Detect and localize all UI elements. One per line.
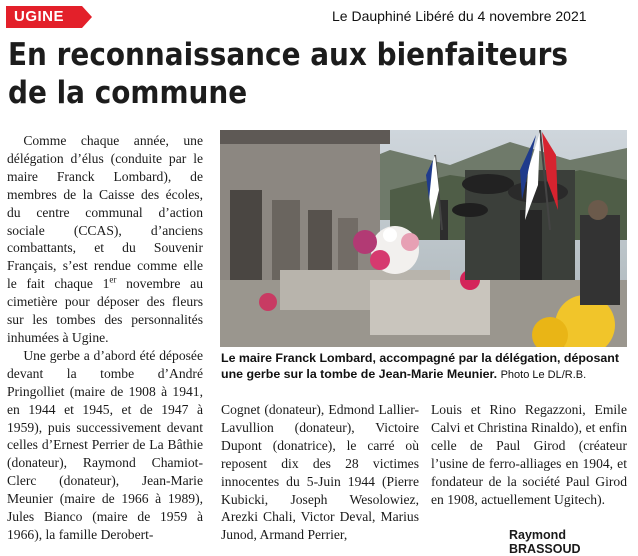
paragraph-2-start: Une gerbe a d’abord été déposée devant la tombe d’André Pringolliet (maire de 1908 à 1941, en 1944 et 1945, et de 1947 à 1959), puis successivement devant celles d’Ernest Perrier de La Bâthie (donateur), Raymond Chamiot-Clerc (donateur), Jean-Marie Meunier (maire de 1966 à 1989), Jules Bianco (maire de 1959 à 1966), la famille Derobert-: [7, 347, 203, 542]
article-column-2: [221, 401, 419, 544]
headline: En reconnaissance aux bienfaiteurs de la commune: [8, 37, 568, 111]
cemetery-photo-illustration: [220, 130, 627, 347]
ordinal-superscript: er: [109, 274, 117, 285]
article-photo: [220, 130, 627, 347]
article-column-3: [431, 401, 627, 508]
article-column-1: [7, 132, 203, 544]
author-byline: Raymond BRASSOUD: [509, 528, 581, 556]
paragraph-1: Comme chaque année, une délégation d’élus (conduite par le maire Franck Lombard), de membres de la Caisse des écoles, du centre communal d’action sociale (CCAS), d’anciens combattants, et du Souvenir Français, s’est rendue comme elle le fait chaque 1er novembre au cimetière pour déposer des fleurs sur les tombes des personnalités inhumées à Ugine.: [7, 133, 203, 345]
section-label: UGINE: [14, 8, 65, 25]
paragraph-2-end: Louis et Rino Regazzoni, Emile Calvi et Christina Rinaldo), et enfin celle de Paul Girod (créateur l’usine de ferro-alliages en 1904, et fondateur de la société Paul Girod en 1908, actuellement Ugitech).: [431, 402, 627, 507]
photo-credit: Photo Le DL/R.B.: [500, 369, 587, 381]
section-tag: [6, 6, 92, 28]
photo-caption: [221, 350, 627, 383]
caption-text: Le maire Franck Lombard, accompagné par la délégation, déposant une gerbe sur la tombe de Jean-Marie Meunier.: [221, 351, 619, 381]
paragraph-2-continued: Cognet (donateur), Edmond Lallier-Lavullion (donateur), Victoire Dupont (donatrice), le carré où reposent dix des 28 victimes innocentes du 5-Juin 1944 (Pierre Kubicki, Joseph Wesolowiez, Arezki Chali, Victor Deval, Marius Junod, Armand Perrier,: [221, 402, 419, 543]
publication-source: Le Dauphiné Libéré du 4 novembre 2021: [332, 8, 587, 24]
